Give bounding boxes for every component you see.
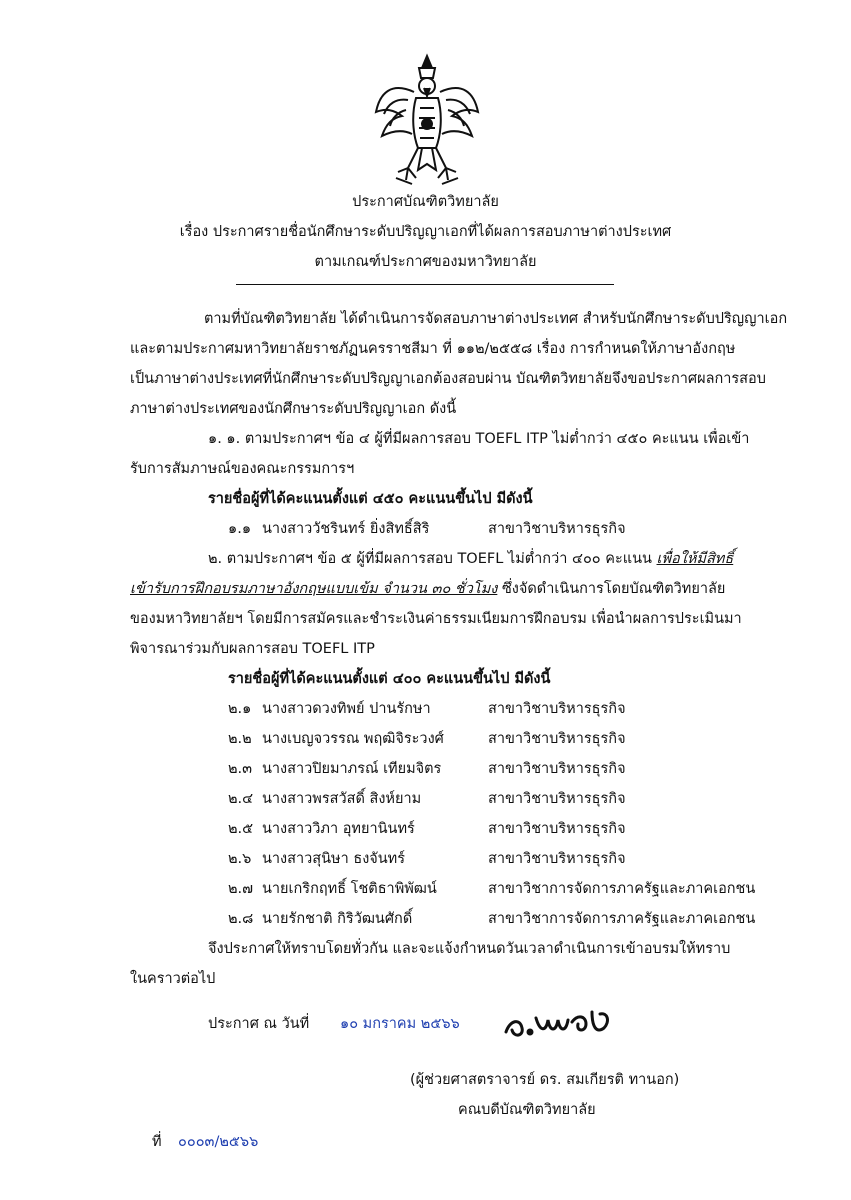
list-item-name: นางสาวพรสวัสดิ์ สิงห์ยาม (262, 791, 422, 807)
section-2-heading: รายชื่อผู้ที่ได้คะแนนตั้งแต่ ๔๐๐ คะแนนขึ้นไป มีดังนี้ (228, 671, 551, 687)
reference-label: ที่ (152, 1134, 162, 1150)
list-item-no: ๒.๖ (228, 851, 252, 867)
list-item-name: นางสาววัชรินทร์ ยิ่งสิทธิ์สิริ (262, 521, 430, 537)
list-item-no: ๒.๑ (228, 701, 252, 717)
section-2-line-3: ของมหาวิทยาลัยฯ โดยมีการสมัครและชำระเงินค่าธรรมเนียมการฝึกอบรม เพื่อนำผลการประเมินมา (130, 611, 742, 627)
paragraph-1-line-4: ภาษาต่างประเทศของนักศึกษาระดับปริญญาเอก ดังนี้ (130, 401, 457, 417)
section-2-line-4: พิจารณาร่วมกับผลการสอบ TOEFL ITP (130, 641, 375, 657)
garuda-emblem-icon (372, 52, 482, 192)
section-2-line-2-underlined: เข้ารับการฝึกอบรมภาษาอังกฤษแบบเข้ม จำนวน ๓๐ ชั่วโมง (130, 581, 498, 597)
list-item-major: สาขาวิชาบริหารธุรกิจ (488, 821, 626, 837)
section-1-line-1: ๑. ๑. ตามประกาศฯ ข้อ ๔ ผู้ที่มีผลการสอบ TOEFL ITP ไม่ต่ำกว่า ๔๕๐ คะแนน เพื่อเข้า (208, 431, 750, 447)
list-item-name: นายรักชาติ กิริวัฒนศักดิ์ (262, 911, 413, 927)
list-item-name: นายเกริกฤทธิ์ โชติธาพิพัฒน์ (262, 881, 437, 897)
announce-date: ๑๐ มกราคม ๒๕๖๖ (340, 1016, 460, 1032)
reference-number: ๐๐๐๓/๒๕๖๖ (178, 1134, 259, 1150)
section-2-line-1-text: ๒. ตามประกาศฯ ข้อ ๕ ผู้ที่มีผลการสอบ TOEFL ไม่ต่ำกว่า ๔๐๐ คะแนน (208, 551, 657, 567)
list-item-no: ๒.๓ (228, 761, 253, 777)
signer-position: คณบดีบัณฑิตวิทยาลัย (458, 1102, 596, 1118)
signer-name: (ผู้ช่วยศาสตราจารย์ ดร. สมเกียรติ ทานอก) (410, 1072, 680, 1088)
document-subject: เรื่อง ประกาศรายชื่อนักศึกษาระดับปริญญาเอกที่ได้ผลการสอบภาษาต่างประเทศ (179, 224, 672, 240)
closing-line-2: ในคราวต่อไป (130, 971, 216, 987)
list-item-major: สาขาวิชาบริหารธุรกิจ (488, 791, 626, 807)
closing-line-1: จึงประกาศให้ทราบโดยทั่วกัน และจะแจ้งกำหนดวันเวลาดำเนินการเข้าอบรมให้ทราบ (208, 941, 731, 957)
list-item-major: สาขาวิชาบริหารธุรกิจ (488, 761, 626, 777)
section-2-line-1-underlined: เพื่อให้มีสิทธิ์ (656, 551, 734, 567)
paragraph-1-line-3: เป็นภาษาต่างประเทศที่นักศึกษาระดับปริญญาเอกต้องสอบผ่าน บัณฑิตวิทยาลัยจึงขอประกาศผลการสอบ (130, 371, 766, 387)
list-item-no: ๒.๗ (228, 881, 254, 897)
section-2-line-2 (130, 577, 725, 600)
list-item-no: ๑.๑ (228, 521, 252, 537)
list-item-no: ๒.๒ (228, 731, 252, 747)
section-2-line-2-text: ซึ่งจัดดำเนินการโดยบัณฑิตวิทยาลัย (497, 581, 726, 597)
document-title: ประกาศบัณฑิตวิทยาลัย (352, 194, 499, 210)
document-subject-line2: ตามเกณฑ์ประกาศของมหาวิทยาลัย (314, 254, 537, 270)
list-item-no: ๒.๘ (228, 911, 254, 927)
list-item-major: สาขาวิชาบริหารธุรกิจ (488, 851, 626, 867)
list-item-name: นางเบญจวรรณ พฤฒิจิระวงศ์ (262, 731, 444, 747)
list-item-name: นางสาวสุนิษา ธงจันทร์ (262, 851, 406, 867)
list-item-major: สาขาวิชาการจัดการภาครัฐและภาคเอกชน (488, 911, 756, 927)
list-item-major: สาขาวิชาการจัดการภาครัฐและภาคเอกชน (488, 881, 756, 897)
list-item-major: สาขาวิชาบริหารธุรกิจ (488, 521, 626, 537)
paragraph-1-line-1: ตามที่บัณฑิตวิทยาลัย ได้ดำเนินการจัดสอบภาษาต่างประเทศ สำหรับนักศึกษาระดับปริญญาเอก (204, 311, 788, 327)
list-item-major: สาขาวิชาบริหารธุรกิจ (488, 731, 626, 747)
paragraph-1-line-2: และตามประกาศมหาวิทยาลัยราชภัฏนครราชสีมา ที่ ๑๑๒/๒๕๕๘ เรื่อง การกำหนดให้ภาษาอังกฤษ (130, 341, 736, 357)
section-1-line-2: รับการสัมภาษณ์ของคณะกรรมการฯ (130, 461, 355, 477)
list-item-no: ๒.๕ (228, 821, 254, 837)
list-item-name: นางสาวปิยมาภรณ์ เทียมจิตร (262, 761, 442, 777)
section-2-line-1 (208, 547, 733, 570)
header-divider (236, 284, 614, 285)
list-item-no: ๒.๔ (228, 791, 254, 807)
list-item-major: สาขาวิชาบริหารธุรกิจ (488, 701, 626, 717)
signature-icon (500, 1002, 620, 1042)
announce-label: ประกาศ ณ วันที่ (208, 1016, 310, 1032)
list-item-name: นางสาวดวงทิพย์ ปานรักษา (262, 701, 431, 717)
list-item-name: นางสาววิภา อุทยานินทร์ (262, 821, 415, 837)
section-1-heading: รายชื่อผู้ที่ได้คะแนนตั้งแต่ ๔๕๐ คะแนนขึ้นไป มีดังนี้ (208, 491, 533, 507)
